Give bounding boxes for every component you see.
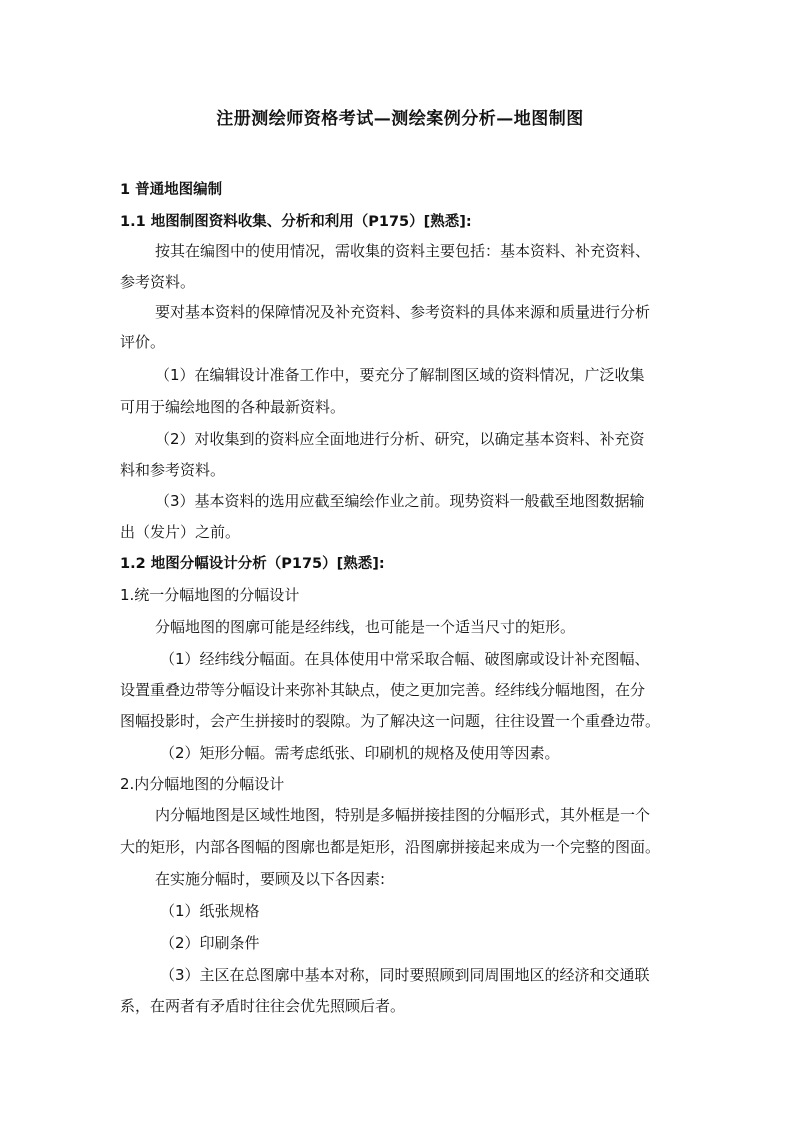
paragraph-line: 按其在编图中的使用情况，需收集的资料主要包括：基本资料、补充资料、 <box>155 242 651 260</box>
paragraph-line: （1）纸张规格 <box>160 902 260 920</box>
paragraph-line: 要对基本资料的保障情况及补充资料、参考资料的具体来源和质量进行分析 <box>155 303 651 321</box>
paragraph-line: 参考资料。 <box>120 273 196 291</box>
paragraph-line: （2）矩形分幅。需考虑纸张、印刷机的规格及使用等因素。 <box>160 744 560 762</box>
paragraph-line: 出（发片）之前。 <box>120 523 241 541</box>
paragraph-line: （3）基本资料的选用应截至编绘作业之前。现势资料一般截至地图数据输 <box>155 492 645 510</box>
paragraph-line: 内分幅地图是区域性地图，特别是多幅拼接挂图的分幅形式，其外框是一个 <box>155 806 651 824</box>
paragraph-line: 大的矩形，内部各图幅的图廓也都是矩形，沿图廓拼接起来成为一个完整的图面。 <box>120 838 661 856</box>
paragraph-line: 分幅地图的图廓可能是经纬线，也可能是一个适当尺寸的矩形。 <box>155 618 576 636</box>
paragraph-line: （1）在编辑设计准备工作中，要充分了解制图区域的资料情况，广泛收集 <box>155 366 645 384</box>
list-item-heading: 1.统一分幅地图的分幅设计 <box>120 586 300 604</box>
paragraph-line: （2）对收集到的资料应全面地进行分析、研究，以确定基本资料、补充资 <box>155 430 645 448</box>
subsection-heading: 1.1 地图制图资料收集、分析和利用（P175）[熟悉]: <box>120 214 472 230</box>
page-title: 注册测绘师资格考试—测绘案例分析—地图制图 <box>216 109 584 129</box>
paragraph-line: 系，在两者有矛盾时往往会优先照顾后者。 <box>120 997 406 1015</box>
paragraph-line: （1）经纬线分幅面。在具体使用中常采取合幅、破图廓或设计补充图幅、 <box>160 650 650 668</box>
paragraph-line: 料和参考资料。 <box>120 461 226 479</box>
subsection-heading: 1.2 地图分幅设计分析（P175）[熟悉]: <box>120 556 385 572</box>
paragraph-line: （3）主区在总图廓中基本对称，同时要照顾到同周围地区的经济和交通联 <box>160 966 650 984</box>
list-item-heading: 2.内分幅地图的分幅设计 <box>120 775 285 793</box>
paragraph-line: 设置重叠边带等分幅设计来弥补其缺点，使之更加完善。经纬线分幅地图，在分 <box>120 681 646 699</box>
paragraph-line: 在实施分幅时，要顾及以下各因素: <box>155 870 386 888</box>
paragraph-line: 评价。 <box>120 333 166 351</box>
section-heading: 1 普通地图编制 <box>120 182 223 198</box>
paragraph-line: （2）印刷条件 <box>160 934 260 952</box>
paragraph-line: 图幅投影时，会产生拼接时的裂隙。为了解决这一问题，往往设置一个重叠边带。 <box>120 712 661 730</box>
paragraph-line: 可用于编绘地图的各种最新资料。 <box>120 398 346 416</box>
